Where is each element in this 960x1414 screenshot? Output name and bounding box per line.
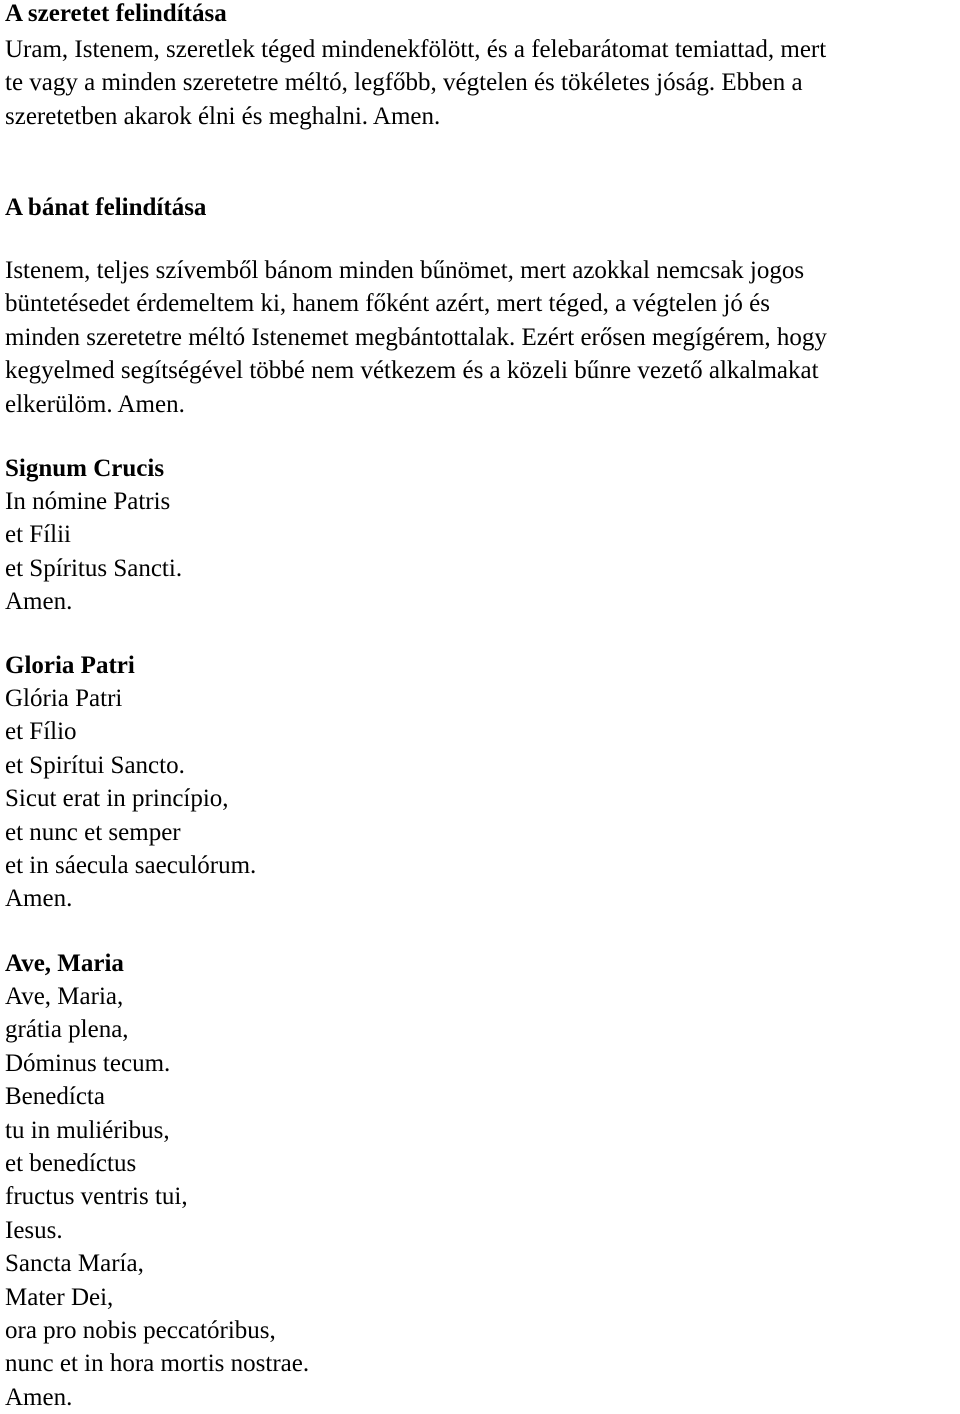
heading-ave-maria: Ave, Maria	[5, 950, 124, 977]
verse-line: nunc et in hora mortis nostrae.	[5, 1350, 310, 1378]
text-line: büntetésedet érdemeltem ki, hanem főként azért, mert téged, a végtelen jó és	[5, 290, 770, 318]
verse-line: Amen.	[5, 885, 73, 913]
text-line: szeretetben akarok élni és meghalni. Amen.	[5, 102, 441, 130]
text-line: Istenem, teljes szívemből bánom minden bűnömet, mert azokkal nemcsak jogos	[5, 257, 805, 284]
verse-line: fructus ventris tui,	[5, 1183, 188, 1211]
heading-signum-crucis: Signum Crucis	[5, 455, 165, 482]
verse-line: Iesus.	[5, 1216, 63, 1244]
text-line: elkerülöm. Amen.	[5, 390, 185, 418]
verse-line: Benedícta	[5, 1083, 105, 1111]
text-line: Uram, Istenem, szeretlek téged mindenekfölött, és a felebarátomat temiattad, mert	[5, 36, 827, 63]
verse-line: et nunc et semper	[5, 818, 181, 846]
verse-line: et Fílio	[5, 718, 77, 746]
heading-gloria-patri: Gloria Patri	[5, 652, 135, 679]
verse-line: Sicut erat in princípio,	[5, 785, 229, 813]
verse-line: Sancta María,	[5, 1250, 144, 1278]
paragraph-szeretet	[5, 33, 826, 133]
verse-line: et benedíctus	[5, 1150, 137, 1178]
verse-line: tu in muliéribus,	[5, 1116, 170, 1144]
heading-szeretet: A szeretet felindítása	[5, 0, 227, 27]
verse-line: Ave, Maria,	[5, 983, 124, 1010]
heading-banat: A bánat felindítása	[5, 194, 207, 221]
paragraph-banat	[5, 254, 827, 421]
text-line: te vagy a minden szeretetre méltó, legfőbb, végtelen és tökéletes jóság. Ebben a	[5, 69, 803, 97]
verse-line: Dóminus tecum.	[5, 1049, 171, 1077]
verse-line: Glória Patri	[5, 685, 123, 712]
verse-line: In nómine Patris	[5, 488, 171, 515]
verse-line: ora pro nobis peccatóribus,	[5, 1317, 276, 1345]
verse-line: Amen.	[5, 588, 73, 616]
verse-line: et Spirítui Sancto.	[5, 751, 185, 779]
verse-line: grátia plena,	[5, 1016, 129, 1044]
verse-line: Amen.	[5, 1383, 73, 1411]
verse-line: et Fílii	[5, 521, 71, 549]
verse-line: et in sáecula saeculórum.	[5, 852, 257, 880]
text-line: kegyelmed segítségével többé nem vétkezem és a közeli bűnre vezető alkalmakat	[5, 357, 819, 385]
verse-ave-maria	[5, 980, 309, 1414]
text-line: minden szeretetre méltó Istenemet megbántottalak. Ezért erősen megígérem, hogy	[5, 323, 827, 351]
verse-signum-crucis	[5, 485, 182, 619]
verse-line: Mater Dei,	[5, 1283, 114, 1311]
verse-line: et Spíritus Sancti.	[5, 554, 183, 582]
verse-gloria-patri	[5, 682, 256, 916]
